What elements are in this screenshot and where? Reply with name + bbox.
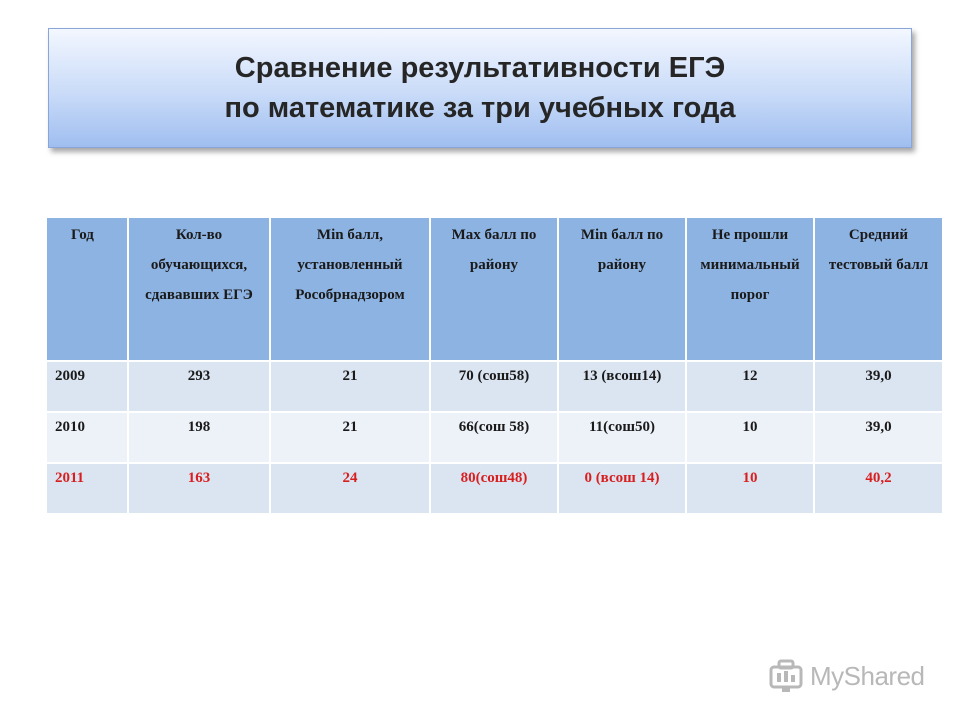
results-table bbox=[45, 216, 944, 515]
cell-students-count: 293 bbox=[128, 361, 270, 412]
myshared-logo-icon bbox=[768, 658, 804, 694]
table-header-row bbox=[46, 217, 943, 361]
table-row bbox=[46, 361, 943, 412]
header-min-score-official: Min балл, установленный Рособрнадзором bbox=[270, 217, 430, 361]
table-row bbox=[46, 463, 943, 514]
cell-year: 2011 bbox=[46, 463, 128, 514]
header-year: Год bbox=[46, 217, 128, 361]
cell-year: 2010 bbox=[46, 412, 128, 463]
cell-min-score-district: 13 (всош14) bbox=[558, 361, 686, 412]
cell-min-score-official: 21 bbox=[270, 412, 430, 463]
cell-min-score-district: 0 (всош 14) bbox=[558, 463, 686, 514]
title-line-2: по математике за три учебных года bbox=[224, 92, 736, 124]
header-failed-threshold: Не прошли минимальный порог bbox=[686, 217, 814, 361]
cell-failed-threshold: 12 bbox=[686, 361, 814, 412]
title-box bbox=[48, 28, 912, 148]
title-line-1: Сравнение результативности ЕГЭ bbox=[234, 52, 726, 84]
header-students-count: Кол-во обучающихся, сдававших ЕГЭ bbox=[128, 217, 270, 361]
cell-average-score: 39,0 bbox=[814, 361, 943, 412]
cell-min-score-official: 21 bbox=[270, 361, 430, 412]
cell-max-score-district: 80(сош48) bbox=[430, 463, 558, 514]
myshared-watermark bbox=[768, 656, 928, 696]
cell-min-score-official: 24 bbox=[270, 463, 430, 514]
cell-max-score-district: 66(сош 58) bbox=[430, 412, 558, 463]
cell-students-count: 198 bbox=[128, 412, 270, 463]
cell-failed-threshold: 10 bbox=[686, 463, 814, 514]
table-row bbox=[46, 412, 943, 463]
header-max-score-district: Max балл по району bbox=[430, 217, 558, 361]
cell-max-score-district: 70 (сош58) bbox=[430, 361, 558, 412]
header-min-score-district: Min балл по району bbox=[558, 217, 686, 361]
cell-min-score-district: 11(сош50) bbox=[558, 412, 686, 463]
myshared-logo-text: MyShared bbox=[810, 660, 925, 691]
cell-students-count: 163 bbox=[128, 463, 270, 514]
cell-average-score: 40,2 bbox=[814, 463, 943, 514]
cell-failed-threshold: 10 bbox=[686, 412, 814, 463]
cell-average-score: 39,0 bbox=[814, 412, 943, 463]
header-average-score: Средний тестовый балл bbox=[814, 217, 943, 361]
cell-year: 2009 bbox=[46, 361, 128, 412]
